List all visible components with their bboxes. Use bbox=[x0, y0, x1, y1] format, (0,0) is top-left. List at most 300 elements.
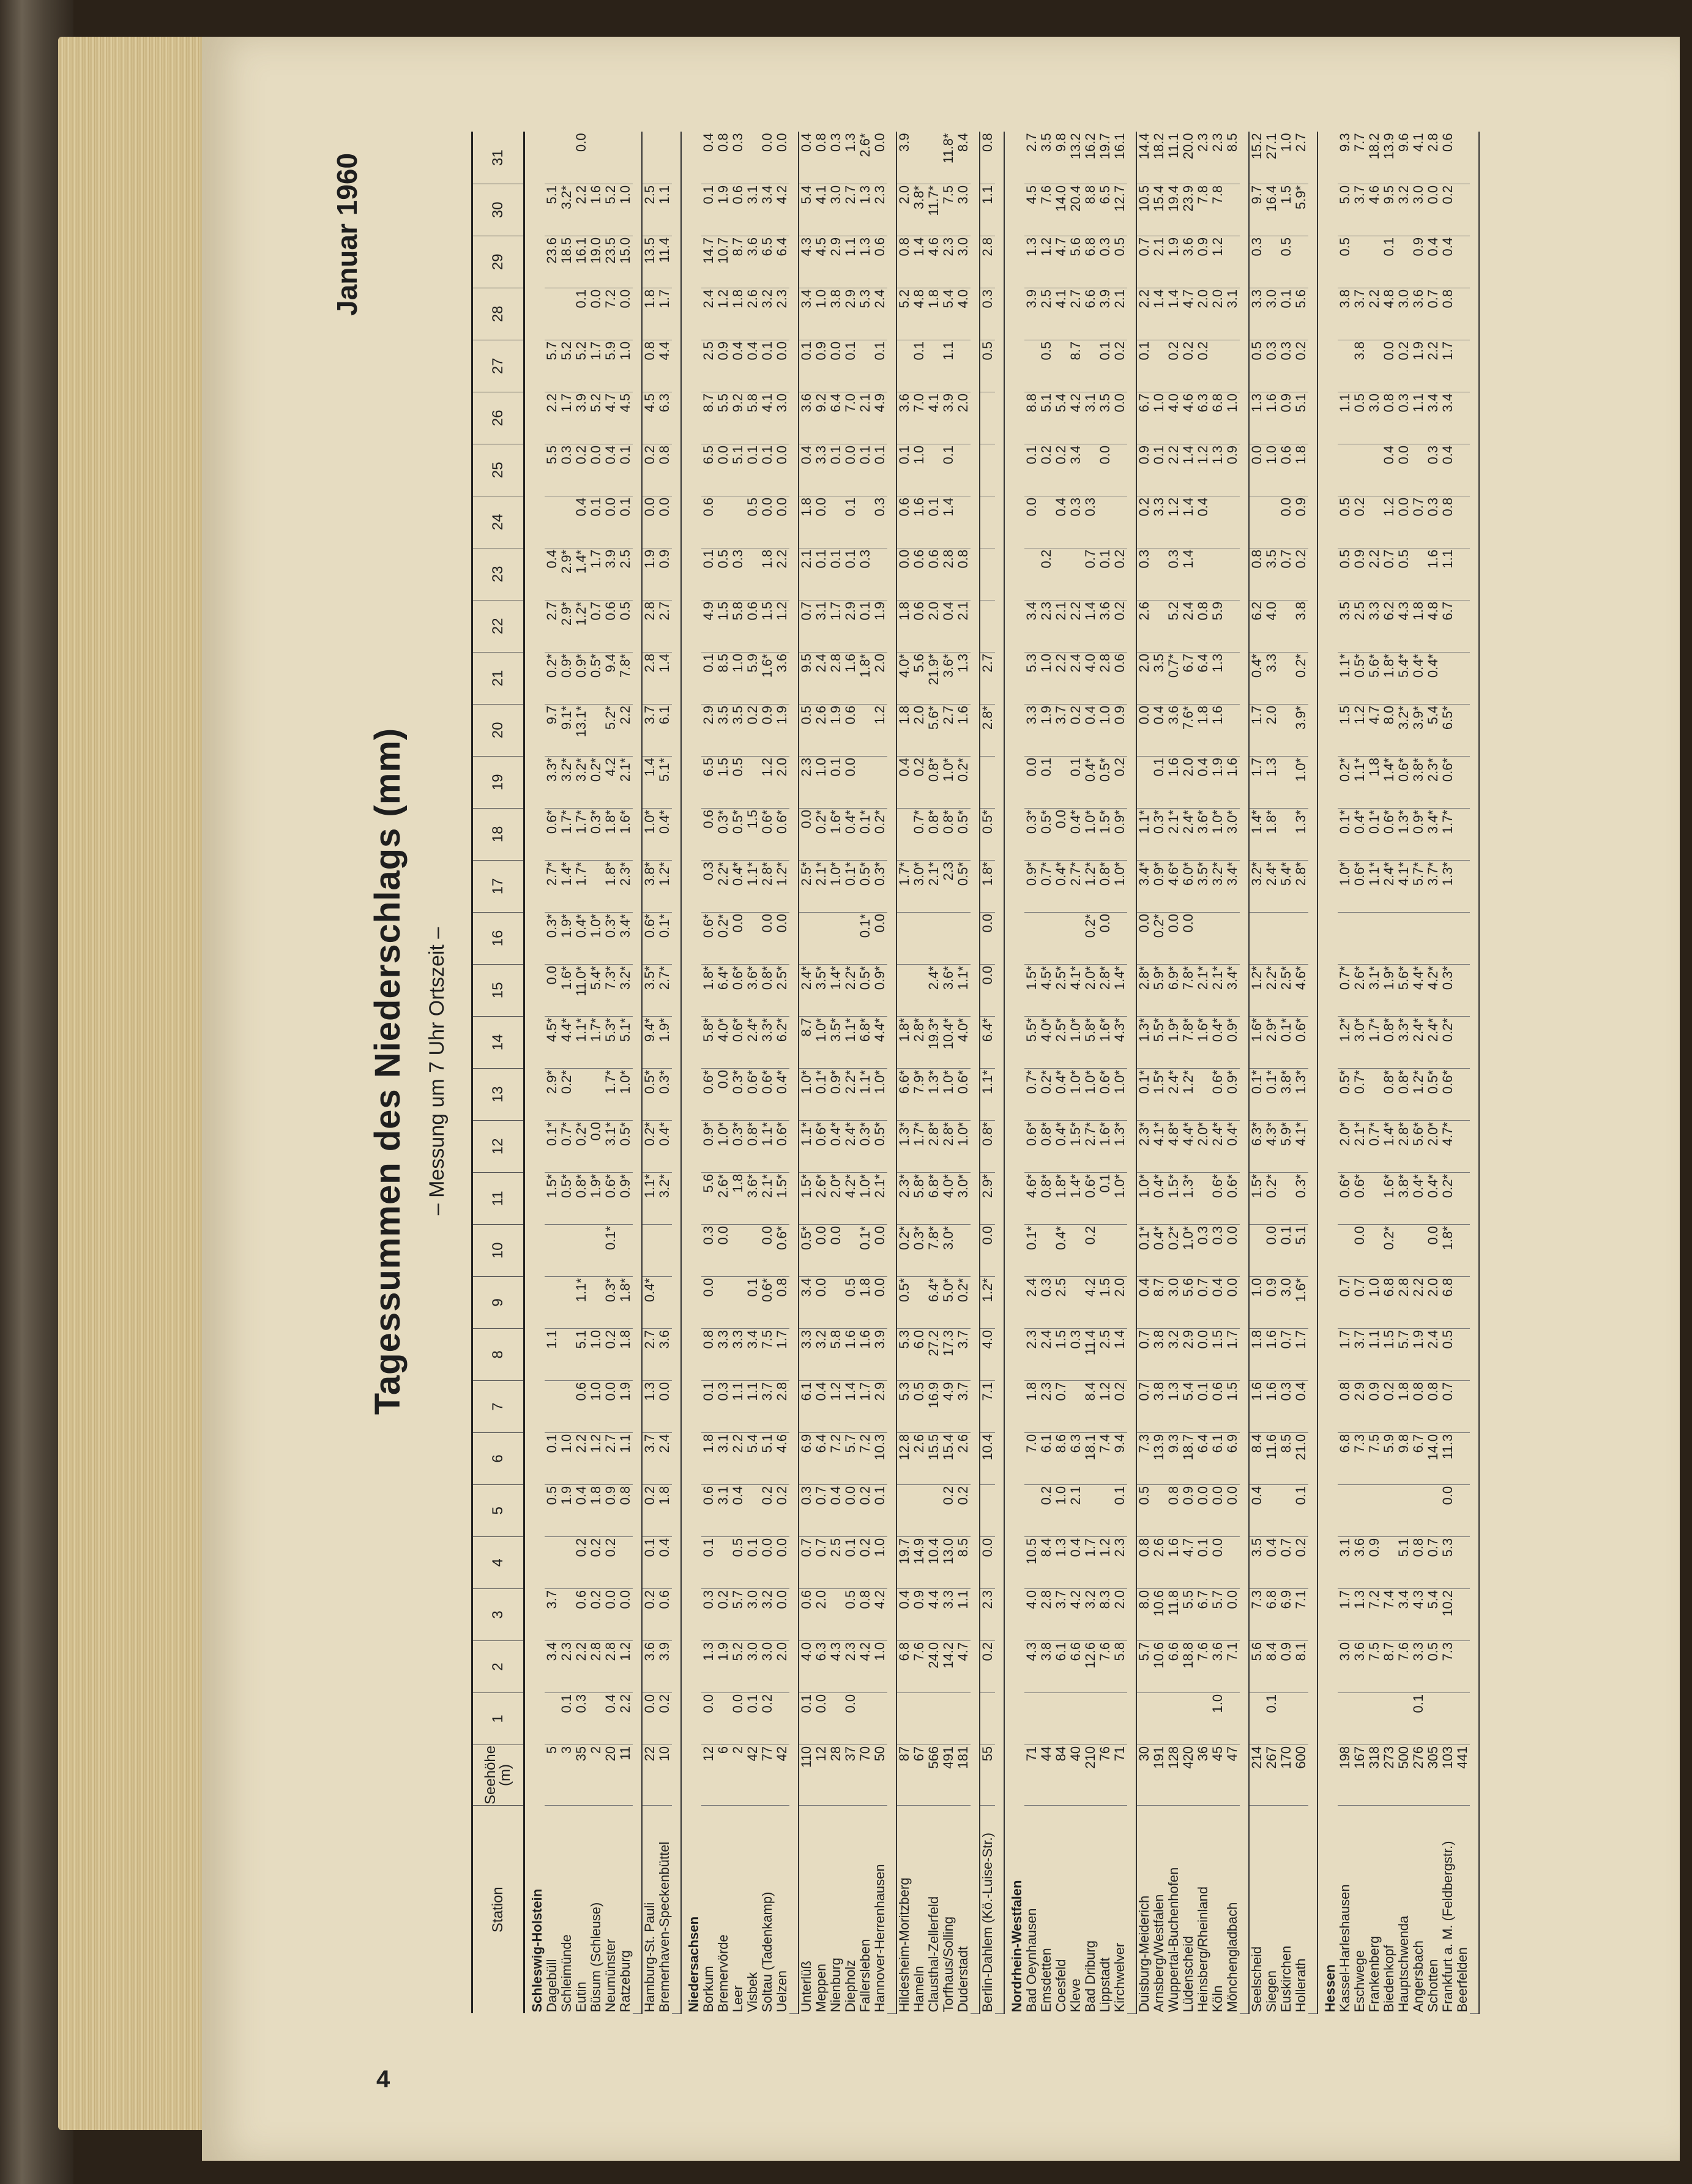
precip-value: 1.0 bbox=[1210, 1692, 1225, 1745]
precip-value: 3.0 bbox=[745, 1640, 760, 1692]
precip-value: 3.0* bbox=[956, 1172, 971, 1224]
precip-value: 0.8 bbox=[896, 236, 912, 288]
precip-value: 1.7 bbox=[1083, 1536, 1098, 1588]
precip-value: 1.8 bbox=[731, 1172, 745, 1224]
precip-value: 3.5 bbox=[1338, 600, 1352, 652]
precip-value: 1.5* bbox=[1249, 1172, 1264, 1224]
day-header: 31 bbox=[472, 132, 524, 184]
precip-value: 0.0 bbox=[775, 340, 789, 392]
precip-value: 6.8* bbox=[926, 1172, 941, 1224]
precip-value bbox=[589, 1068, 603, 1120]
precip-value: 0.4 bbox=[1068, 1536, 1083, 1588]
station-altitude: 20 bbox=[603, 1745, 618, 1805]
precip-value: 0.5 bbox=[545, 1484, 559, 1536]
precip-value: 0.4 bbox=[1210, 1276, 1225, 1328]
precip-value: 2.4* bbox=[1426, 1016, 1440, 1068]
precip-value: 0.2* bbox=[814, 808, 829, 860]
precip-value: 0.0 bbox=[1098, 444, 1112, 496]
precip-value: 5.9* bbox=[1152, 964, 1166, 1016]
precip-value: 1.3 bbox=[858, 236, 873, 288]
precip-value: 0.3 bbox=[1039, 1276, 1054, 1328]
precip-value: 5.8* bbox=[912, 1172, 926, 1224]
precip-value bbox=[1352, 1692, 1367, 1745]
precip-value: 1.7 bbox=[775, 1328, 789, 1380]
station-altitude: 30 bbox=[1136, 1745, 1152, 1805]
precip-value: 14.7 bbox=[701, 236, 716, 288]
precip-value: 4.6* bbox=[1166, 860, 1181, 912]
precip-value: 3.6 bbox=[1411, 288, 1426, 340]
station-name: Hamburg-St. Pauli bbox=[642, 1902, 657, 2013]
precip-value: 7.0 bbox=[1024, 1432, 1039, 1484]
precip-value: 1.7 bbox=[657, 288, 672, 340]
precip-value: 0.0 bbox=[731, 912, 745, 964]
precip-value: 1.0* bbox=[589, 912, 603, 964]
precip-value: 0.5 bbox=[1396, 548, 1411, 600]
table-row bbox=[1382, 132, 1396, 2013]
precip-value bbox=[1455, 288, 1470, 340]
precip-value: 1.6 bbox=[1264, 1380, 1279, 1432]
precip-value: 4.5 bbox=[618, 392, 633, 444]
precip-value: 2.5 bbox=[642, 184, 657, 236]
precip-value bbox=[1411, 912, 1426, 964]
precip-value: 0.3 bbox=[1098, 236, 1112, 288]
precip-value: 3.4 bbox=[1024, 600, 1039, 652]
precip-value: 2.5 bbox=[1352, 600, 1367, 652]
precip-value: 4.2 bbox=[1083, 1276, 1098, 1328]
station-name: Angersbach bbox=[1411, 1940, 1426, 2013]
precip-value: 3.3 bbox=[1367, 600, 1382, 652]
precip-value: 2.0 bbox=[775, 1640, 789, 1692]
precip-value: 2.4 bbox=[1039, 1328, 1054, 1380]
table-row bbox=[618, 132, 633, 2013]
precip-value: 0.6 bbox=[1440, 132, 1455, 184]
precip-value: 9.4 bbox=[1112, 1432, 1127, 1484]
precip-value: 1.8 bbox=[1396, 1380, 1411, 1432]
precip-value: 3.2* bbox=[559, 756, 574, 808]
precip-value: 1.0* bbox=[814, 1016, 829, 1068]
precip-value: 0.5* bbox=[858, 964, 873, 1016]
precip-value: 0.1 bbox=[701, 1536, 716, 1588]
precip-value: 4.3 bbox=[1411, 1588, 1426, 1640]
precip-value: 3.4* bbox=[1136, 860, 1152, 912]
table-row bbox=[1396, 132, 1411, 2013]
precip-value bbox=[559, 1328, 574, 1380]
precip-value bbox=[545, 1536, 559, 1588]
precip-value bbox=[1411, 1224, 1426, 1276]
precip-value: 3.4 bbox=[1426, 392, 1440, 444]
table-row bbox=[1279, 132, 1294, 2013]
station-altitude: 28 bbox=[829, 1745, 843, 1805]
precip-value bbox=[1024, 912, 1039, 964]
precip-value: 3.9 bbox=[873, 1328, 887, 1380]
precip-value: 2.0* bbox=[1083, 964, 1098, 1016]
table-row bbox=[574, 132, 589, 2013]
table-row bbox=[657, 132, 672, 2013]
precip-value: 1.5 bbox=[1210, 1328, 1225, 1380]
precip-value: 0.1 bbox=[843, 1536, 858, 1588]
precip-value: 2.2 bbox=[618, 704, 633, 756]
precip-value: 0.3 bbox=[1083, 496, 1098, 548]
precip-value: 5.9 bbox=[1210, 600, 1225, 652]
day-header: 7 bbox=[472, 1380, 524, 1432]
precip-value: 0.3* bbox=[716, 808, 731, 860]
precip-value: 0.5* bbox=[799, 1224, 814, 1276]
precip-value bbox=[1225, 1536, 1240, 1588]
precip-value bbox=[1210, 340, 1225, 392]
precip-value: 4.6 bbox=[1367, 184, 1382, 236]
precip-value: 0.6 bbox=[799, 1588, 814, 1640]
precip-value: 0.0 bbox=[618, 288, 633, 340]
precip-value: 0.1 bbox=[1196, 1380, 1210, 1432]
precip-value: 0.8 bbox=[657, 444, 672, 496]
precip-value: 0.1 bbox=[843, 548, 858, 600]
precip-value: 2.3 bbox=[775, 288, 789, 340]
precip-value: 2.3* bbox=[896, 1172, 912, 1224]
precip-value bbox=[1338, 1484, 1352, 1536]
precip-value: 1.5 bbox=[760, 600, 775, 652]
precip-value: 9.7 bbox=[1249, 184, 1264, 236]
precip-value: 0.2 bbox=[1112, 1380, 1127, 1432]
precip-value: 16.1 bbox=[1112, 132, 1127, 184]
precip-value: 0.1* bbox=[843, 860, 858, 912]
precip-value: 0.1 bbox=[1196, 1536, 1210, 1588]
table-row bbox=[559, 132, 574, 2013]
precip-value: 1.3* bbox=[896, 1120, 912, 1172]
station-altitude: 5 bbox=[545, 1745, 559, 1805]
precip-value: 0.2* bbox=[1338, 756, 1352, 808]
precip-value: 3.7* bbox=[1426, 860, 1440, 912]
precip-value: 0.0 bbox=[843, 756, 858, 808]
precip-value: 3.0* bbox=[912, 860, 926, 912]
station-altitude: 37 bbox=[843, 1745, 858, 1805]
table-row bbox=[896, 132, 912, 2013]
precip-value: 0.6* bbox=[745, 1068, 760, 1120]
station-name: Borkum bbox=[701, 1965, 716, 2013]
precip-value: 0.5* bbox=[956, 860, 971, 912]
precip-value: 3.8* bbox=[1411, 756, 1426, 808]
precip-value: 1.6* bbox=[1196, 1016, 1210, 1068]
precip-value bbox=[1225, 236, 1240, 288]
precip-value bbox=[1367, 496, 1382, 548]
precip-value: 0.9 bbox=[1264, 1276, 1279, 1328]
precip-value: 19.0 bbox=[589, 236, 603, 288]
precip-value: 9.6 bbox=[1396, 132, 1411, 184]
precip-value: 0.2 bbox=[1083, 1224, 1098, 1276]
precip-value: 0.0 bbox=[642, 496, 657, 548]
precip-value bbox=[873, 1692, 887, 1745]
precip-value: 0.5 bbox=[1338, 236, 1352, 288]
precip-value: 2.2 bbox=[1411, 1276, 1426, 1328]
precip-value: 0.0 bbox=[1024, 756, 1039, 808]
precip-value: 0.1 bbox=[701, 548, 716, 600]
precip-value: 1.9* bbox=[1166, 1016, 1181, 1068]
precip-value: 1.4* bbox=[1112, 964, 1127, 1016]
precip-value: 4.7 bbox=[1367, 704, 1382, 756]
precip-value: 0.9* bbox=[1411, 808, 1426, 860]
precip-value: 0.7 bbox=[1196, 1276, 1210, 1328]
precip-value: 0.4 bbox=[545, 548, 559, 600]
precip-value: 1.9 bbox=[873, 600, 887, 652]
precip-value: 0.3 bbox=[731, 548, 745, 600]
precip-value: 1.1 bbox=[980, 184, 995, 236]
precip-value: 7.3 bbox=[1249, 1588, 1264, 1640]
precip-value: 0.0 bbox=[1196, 1328, 1210, 1380]
precip-value: 0.6* bbox=[603, 1172, 618, 1224]
station-altitude: 110 bbox=[799, 1745, 814, 1805]
precip-value: 0.9 bbox=[603, 1484, 618, 1536]
precip-value: 18.5 bbox=[559, 236, 574, 288]
station-name: Lüdenscheid bbox=[1180, 1935, 1196, 2013]
precip-value: 3.7 bbox=[1054, 704, 1068, 756]
precip-value bbox=[1249, 912, 1264, 964]
precip-value: 12.6 bbox=[1083, 1640, 1098, 1692]
precip-value: 6.5* bbox=[1440, 704, 1455, 756]
precip-value: 5.1 bbox=[1294, 1224, 1308, 1276]
group-separator bbox=[633, 132, 642, 2013]
table-row bbox=[1225, 132, 1240, 2013]
precip-value bbox=[1279, 1692, 1294, 1745]
precip-value: 0.2 bbox=[1112, 600, 1127, 652]
precip-value: 6.8* bbox=[858, 1016, 873, 1068]
precip-value: 0.0 bbox=[873, 1224, 887, 1276]
day-header: 26 bbox=[472, 392, 524, 444]
station-name: Soltau (Tadenkamp) bbox=[759, 1891, 775, 2013]
precip-value: 0.7 bbox=[799, 600, 814, 652]
station-name: Meppen bbox=[813, 1963, 829, 2013]
precip-value: 1.7 bbox=[829, 600, 843, 652]
precip-value: 0.6* bbox=[1338, 1172, 1352, 1224]
precip-value: 0.1 bbox=[1068, 756, 1083, 808]
precip-value: 0.4* bbox=[1054, 1068, 1068, 1120]
table-row bbox=[731, 132, 745, 2013]
precip-value: 3.5* bbox=[1196, 860, 1210, 912]
precip-value bbox=[1411, 1484, 1426, 1536]
precip-value: 2.1* bbox=[873, 1172, 887, 1224]
precip-value: 0.6* bbox=[1396, 756, 1411, 808]
group-row bbox=[1317, 132, 1338, 2013]
precip-value: 3.1 bbox=[1338, 1536, 1352, 1588]
precip-value bbox=[1210, 548, 1225, 600]
precip-value bbox=[926, 444, 941, 496]
precip-value: 0.3 bbox=[716, 1380, 731, 1432]
precip-value: 0.4 bbox=[1382, 444, 1396, 496]
precip-value: 0.1 bbox=[745, 444, 760, 496]
precip-value: 3.8* bbox=[1279, 1068, 1294, 1120]
precip-value bbox=[1455, 704, 1470, 756]
precip-value: 23.9 bbox=[1181, 184, 1196, 236]
precip-value bbox=[1068, 1276, 1083, 1328]
precip-value: 4.9 bbox=[873, 392, 887, 444]
precip-value: 2.2* bbox=[843, 1068, 858, 1120]
precip-value: 0.9 bbox=[1181, 1484, 1196, 1536]
precip-value: 3.1 bbox=[745, 184, 760, 236]
precip-value: 17.3 bbox=[941, 1328, 956, 1380]
precip-value bbox=[559, 1276, 574, 1328]
precip-value bbox=[926, 1692, 941, 1745]
precip-value: 0.6 bbox=[745, 600, 760, 652]
precip-value bbox=[941, 1692, 956, 1745]
station-altitude: 71 bbox=[1112, 1745, 1127, 1805]
precip-value: 2.5 bbox=[1054, 1276, 1068, 1328]
table-row bbox=[843, 132, 858, 2013]
precip-value: 2.5 bbox=[829, 1536, 843, 1588]
precip-value: 0.9* bbox=[1225, 1068, 1240, 1120]
precip-value: 0.2* bbox=[1039, 1068, 1054, 1120]
precip-value bbox=[1294, 1692, 1308, 1745]
precip-value: 2.3 bbox=[1039, 1380, 1054, 1432]
precip-value bbox=[731, 1224, 745, 1276]
precip-value: 1.2 bbox=[1382, 496, 1396, 548]
precip-value: 8.7 bbox=[701, 392, 716, 444]
precip-value bbox=[716, 496, 731, 548]
precip-value: 3.0 bbox=[1367, 392, 1382, 444]
precip-value: 0.4* bbox=[1352, 808, 1367, 860]
precip-value bbox=[1455, 236, 1470, 288]
precip-value bbox=[1455, 184, 1470, 236]
precip-value: 0.6* bbox=[1083, 1172, 1098, 1224]
precip-value: 2.8* bbox=[760, 860, 775, 912]
precip-value bbox=[1136, 756, 1152, 808]
precip-value: 9.4 bbox=[603, 652, 618, 704]
precip-value: 4.6* bbox=[1024, 1172, 1039, 1224]
precip-value: 1.9 bbox=[642, 548, 657, 600]
precip-value: 16.1 bbox=[574, 236, 589, 288]
precip-value: 0.8 bbox=[1136, 1536, 1152, 1588]
station-altitude: 170 bbox=[1279, 1745, 1294, 1805]
precip-value: 4.0 bbox=[799, 1640, 814, 1692]
precip-value bbox=[1338, 912, 1352, 964]
precip-value: 16.4 bbox=[1264, 184, 1279, 236]
precip-value bbox=[1367, 236, 1382, 288]
precip-value bbox=[642, 132, 657, 184]
precip-value: 2.4 bbox=[1024, 1276, 1039, 1328]
precip-value: 0.6* bbox=[956, 1068, 971, 1120]
precip-value: 3.3 bbox=[1152, 496, 1166, 548]
precip-value: 11.4 bbox=[657, 236, 672, 288]
precip-value: 0.0 bbox=[1396, 444, 1411, 496]
precip-value bbox=[589, 704, 603, 756]
precip-value: 1.1* bbox=[799, 1120, 814, 1172]
precip-value: 0.4 bbox=[1440, 444, 1455, 496]
precip-value bbox=[574, 1068, 589, 1120]
page-number: 4 bbox=[376, 2066, 390, 2093]
precip-value bbox=[1279, 756, 1294, 808]
precip-value: 0.1 bbox=[1098, 1172, 1112, 1224]
precip-value: 3.6 bbox=[642, 1640, 657, 1692]
precip-value: 0.7* bbox=[1367, 1120, 1382, 1172]
precip-value: 0.8* bbox=[1382, 1068, 1396, 1120]
precip-value: 4.2* bbox=[1426, 964, 1440, 1016]
precip-value: 0.5* bbox=[1426, 1068, 1440, 1120]
precip-value: 0.5 bbox=[843, 1588, 858, 1640]
precip-value: 1.8* bbox=[896, 1016, 912, 1068]
day-header: 10 bbox=[472, 1224, 524, 1276]
precip-value: 3.8 bbox=[829, 288, 843, 340]
precip-value: 2.3 bbox=[799, 756, 814, 808]
precip-value: 0.3* bbox=[858, 1120, 873, 1172]
precip-value: 2.5* bbox=[1054, 964, 1068, 1016]
precip-value bbox=[1367, 1692, 1382, 1745]
precip-value: 0.1 bbox=[873, 1484, 887, 1536]
precip-value: 1.4* bbox=[829, 964, 843, 1016]
precip-value: 2.7 bbox=[1294, 132, 1308, 184]
precip-value: 1.4 bbox=[912, 236, 926, 288]
precip-value: 1.2 bbox=[1196, 444, 1210, 496]
precip-value: 9.7 bbox=[545, 704, 559, 756]
precip-value: 1.8* bbox=[603, 860, 618, 912]
precip-value: 2.5 bbox=[1039, 288, 1054, 340]
precip-value bbox=[657, 1224, 672, 1276]
precip-value: 1.0 bbox=[814, 756, 829, 808]
precip-value: 0.8* bbox=[1039, 1120, 1054, 1172]
precip-value bbox=[980, 1484, 995, 1536]
precip-value: 2.6* bbox=[858, 132, 873, 184]
table-row bbox=[1068, 132, 1083, 2013]
precip-value: 8.4 bbox=[1083, 1380, 1098, 1432]
precip-value: 0.2 bbox=[589, 1536, 603, 1588]
day-header: 5 bbox=[472, 1484, 524, 1536]
precip-value bbox=[896, 340, 912, 392]
precip-value: 1.8* bbox=[603, 808, 618, 860]
precip-value: 6.4* bbox=[980, 1016, 995, 1068]
precip-value: 0.6* bbox=[1210, 1068, 1225, 1120]
precip-value: 1.5* bbox=[1098, 808, 1112, 860]
precip-value: 2.3* bbox=[1426, 756, 1440, 808]
precip-value: 18.7 bbox=[1181, 1432, 1196, 1484]
precip-value bbox=[1112, 1692, 1127, 1745]
group-name: Nordrhein-Westfalen bbox=[1009, 1880, 1024, 2013]
precip-value bbox=[716, 1276, 731, 1328]
precip-value: 1.7* bbox=[1367, 1016, 1382, 1068]
precip-value: 2.4* bbox=[745, 1016, 760, 1068]
precip-value: 2.8 bbox=[1039, 1588, 1054, 1640]
station-altitude: 318 bbox=[1367, 1745, 1382, 1805]
precip-value: 0.0 bbox=[716, 1224, 731, 1276]
precip-value: 0.4* bbox=[1083, 756, 1098, 808]
precip-value: 0.3 bbox=[799, 1484, 814, 1536]
station-altitude: 42 bbox=[775, 1745, 789, 1805]
precip-value: 3.3* bbox=[760, 1016, 775, 1068]
precip-value: 1.7* bbox=[574, 860, 589, 912]
precip-value: 2.0 bbox=[956, 392, 971, 444]
precip-value: 1.4* bbox=[1068, 1172, 1083, 1224]
station-name: Siegen bbox=[1264, 1970, 1279, 2013]
precip-value: 1.9* bbox=[559, 912, 574, 964]
precip-value: 0.3 bbox=[1068, 1328, 1083, 1380]
precip-value: 4.5 bbox=[1024, 184, 1039, 236]
precip-value: 11.8 bbox=[1166, 1588, 1181, 1640]
precip-value: 11.3 bbox=[1440, 1432, 1455, 1484]
precip-value bbox=[1264, 1484, 1279, 1536]
precip-value bbox=[912, 1276, 926, 1328]
precip-value: 1.0 bbox=[1152, 392, 1166, 444]
precip-value: 0.1 bbox=[1264, 1692, 1279, 1745]
precip-value: 3.2 bbox=[760, 1588, 775, 1640]
precip-value: 11.7* bbox=[926, 184, 941, 236]
precip-value: 14.4 bbox=[1136, 132, 1152, 184]
precip-value bbox=[1196, 912, 1210, 964]
precip-value: 5.2 bbox=[1166, 600, 1181, 652]
precip-value: 1.8 bbox=[618, 1328, 633, 1380]
precip-value: 0.8* bbox=[941, 808, 956, 860]
precip-value: 2.7 bbox=[657, 600, 672, 652]
precip-value bbox=[1024, 548, 1039, 600]
precip-value: 0.0 bbox=[775, 444, 789, 496]
precip-value bbox=[559, 288, 574, 340]
precip-value: 0.1 bbox=[559, 1692, 574, 1745]
precip-value bbox=[1249, 496, 1264, 548]
precip-value: 7.8* bbox=[618, 652, 633, 704]
